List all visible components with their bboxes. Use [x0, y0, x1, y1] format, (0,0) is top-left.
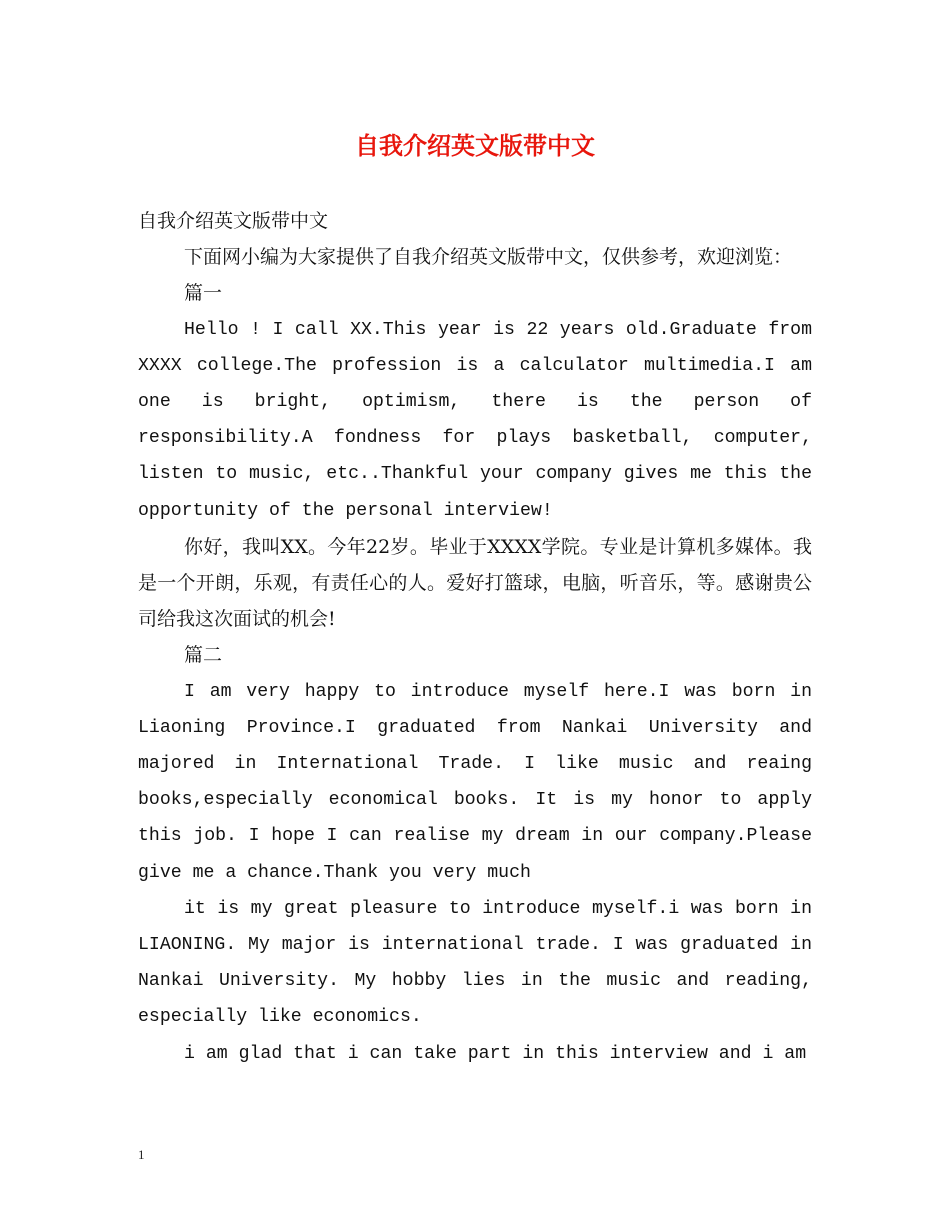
document-body: [138, 203, 812, 1072]
english-paragraph-2: I am very happy to introduce myself here.I was born in Liaoning Province.I graduated from Nankai University and majored in International Trade. I like music and reaing books,especially economical books. It is my honor to apply this job. I hope I can realise my dream in our company.Please give me a chance.Thank you very much: [138, 681, 812, 883]
section-heading-1: 篇一: [184, 282, 223, 305]
subtitle-paragraph: 自我介绍英文版带中文: [138, 210, 329, 232]
english-paragraph-3: it is my great pleasure to introduce myself.i was born in LIAONING. My major is international trade. I was graduated in Nankai University. My hobby lies in the music and reading, especially like economics.: [138, 898, 812, 1028]
english-paragraph-4: i am glad that i can take part in this interview and i am: [184, 1043, 807, 1064]
page-number: 1: [138, 1147, 145, 1162]
chinese-paragraph-1: 你好，我叫XX。今年22岁。毕业于XXXX学院。专业是计算机多媒体。我是一个开朗，乐观，有责任心的人。爱好打篮球，电脑，听音乐，等。感谢贵公司给我这次面试的机会!: [138, 535, 812, 631]
intro-paragraph: 下面网小编为大家提供了自我介绍英文版带中文，仅供参考，欢迎浏览：: [184, 246, 793, 269]
english-paragraph-1: Hello ! I call XX.This year is 22 years old.Graduate from XXXX college.The profession is a calculator multimedia.I am one is bright, optimism, there is the person of responsibility.A fondness for plays basketball, computer, listen to music, etc..Thankful your company gives me this the opportunity of the personal interview!: [138, 319, 812, 521]
document-title: 自我介绍英文版带中文: [355, 131, 595, 160]
section-heading-2: 篇二: [184, 644, 223, 667]
